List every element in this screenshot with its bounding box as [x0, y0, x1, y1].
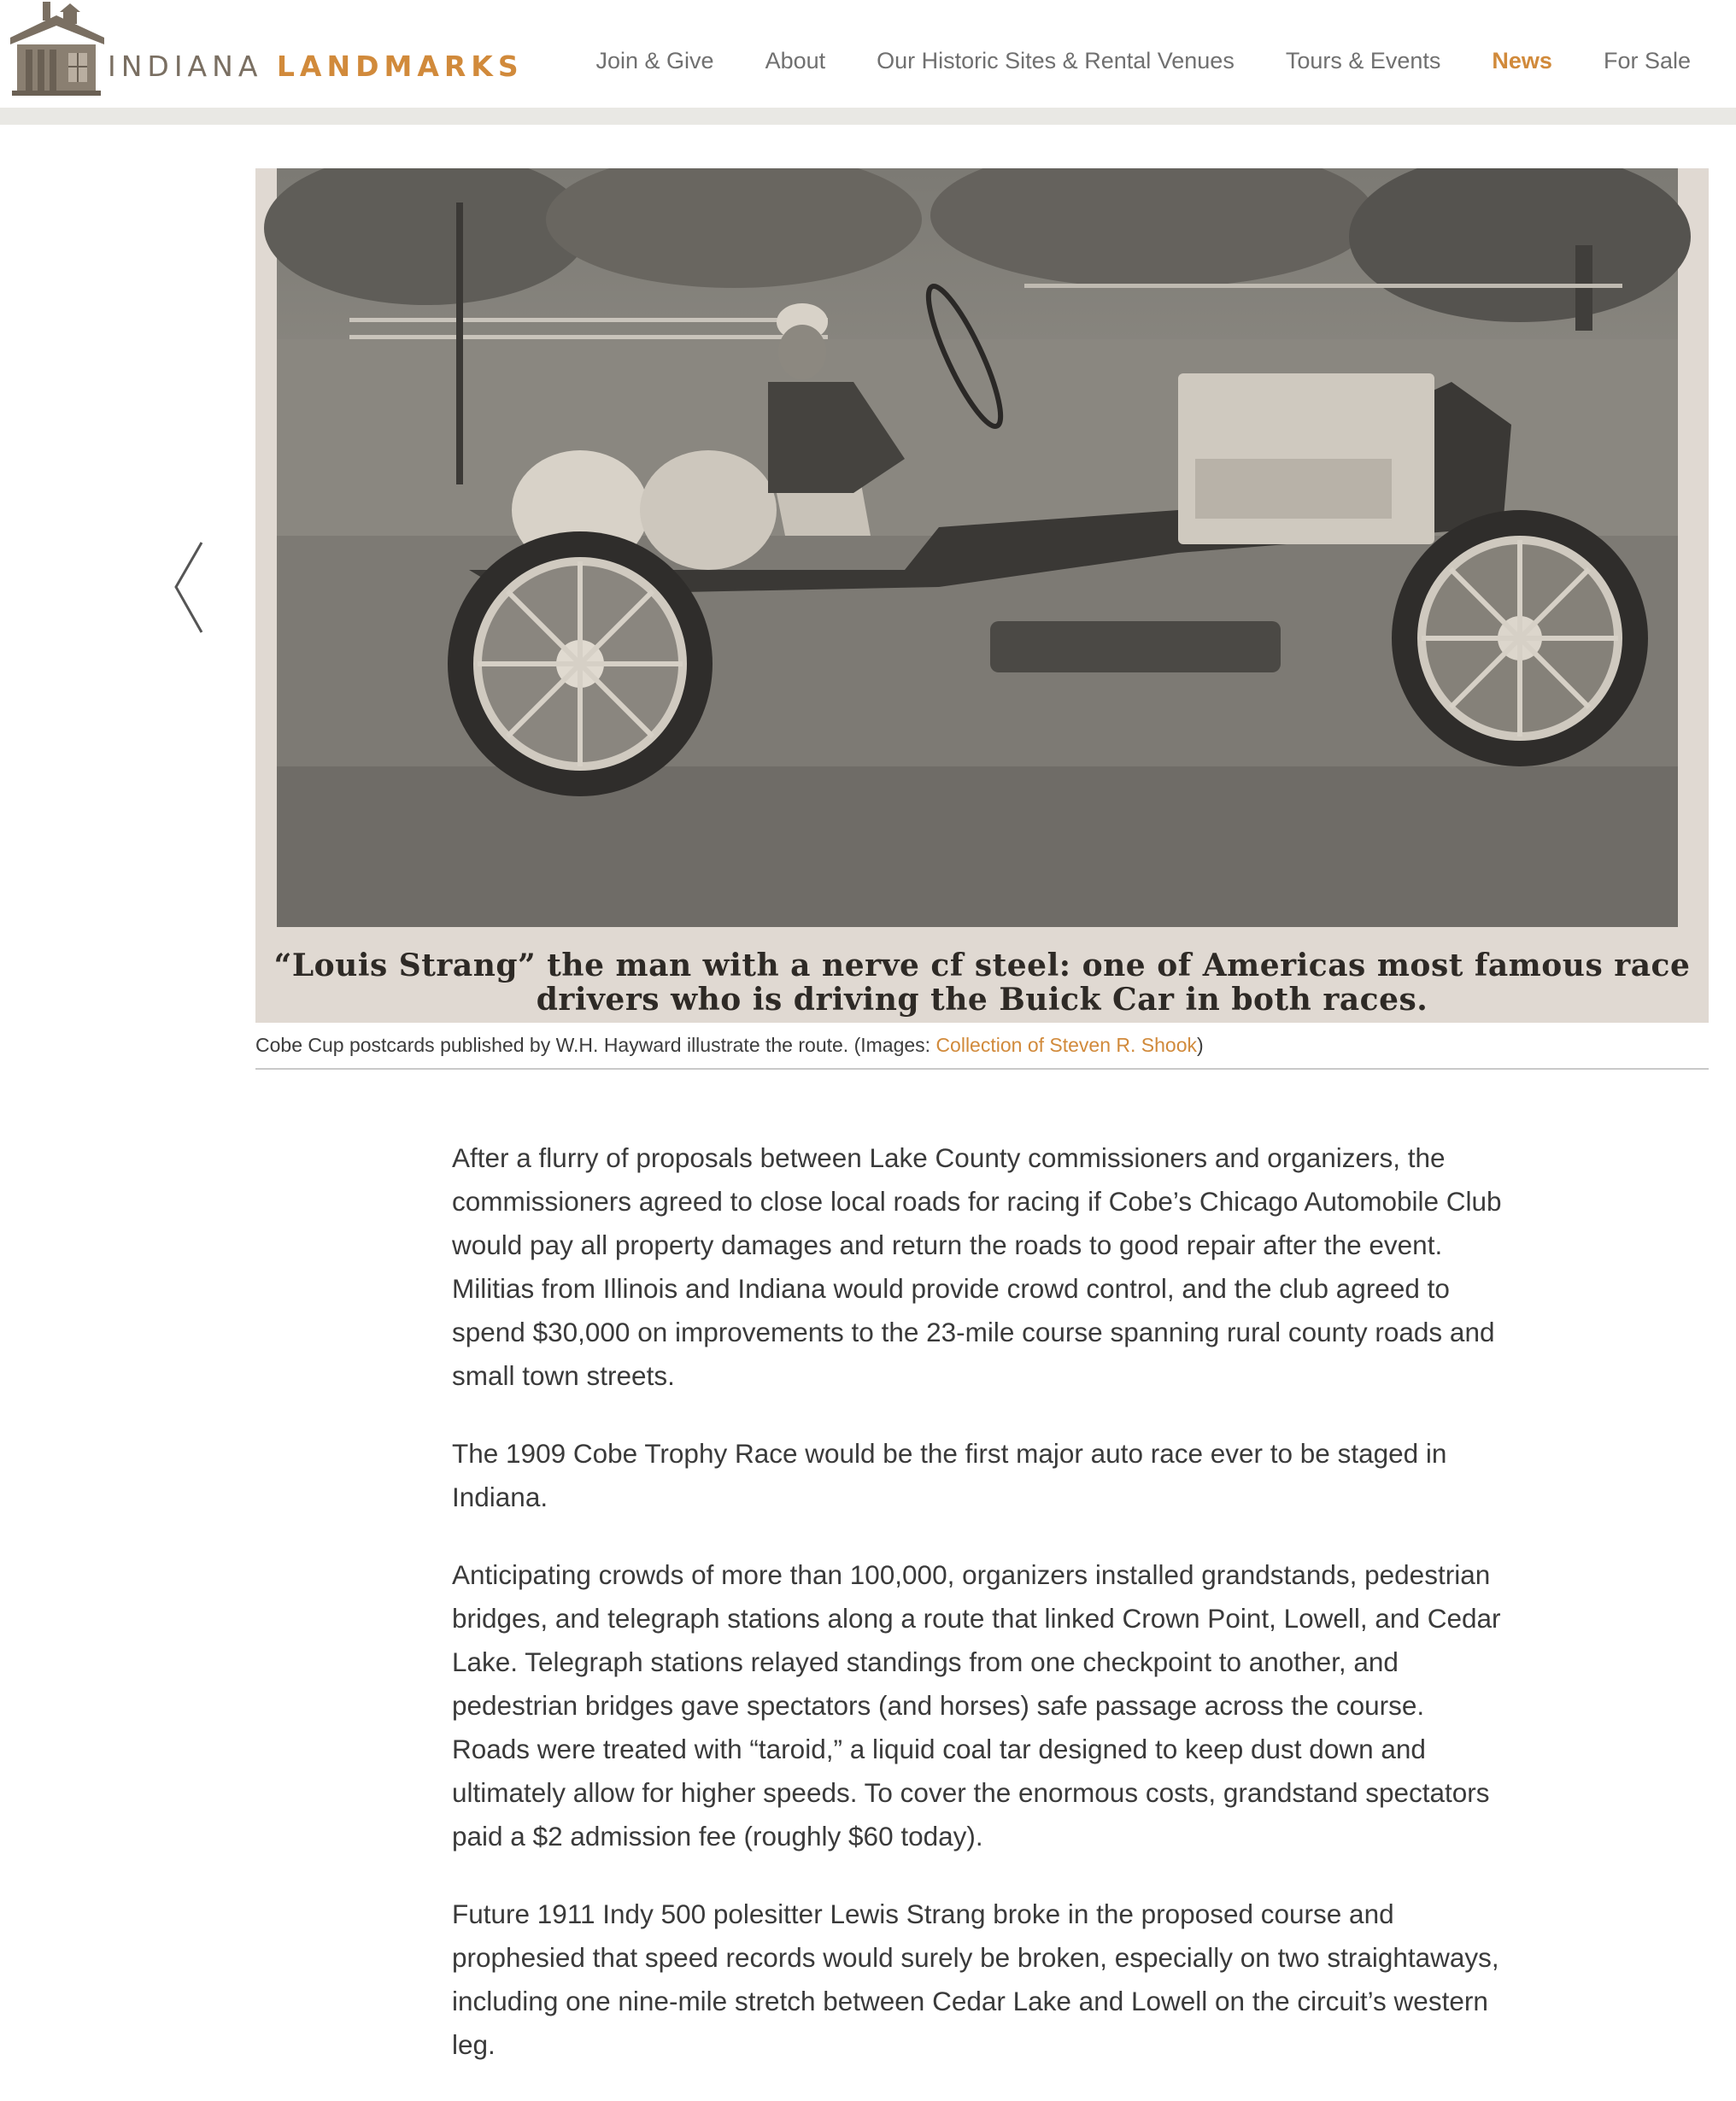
logo-word-indiana: INDIANA [108, 50, 263, 83]
caption-credit-link[interactable]: Collection of Steven R. Shook [935, 1034, 1197, 1056]
article-paragraph: The 1909 Cobe Trophy Race would be the first major auto race ever to be staged in Indiana. [452, 1438, 1447, 1512]
postcard-image [255, 168, 1709, 1023]
main-nav [596, 48, 1691, 74]
site-logo[interactable] [9, 0, 524, 98]
chevron-left-icon[interactable] [167, 538, 210, 637]
article-body [452, 1136, 1503, 2101]
nav-for-sale[interactable]: For Sale [1603, 48, 1691, 73]
landmark-house-icon [9, 0, 104, 96]
postcard-caption-line-2: drivers who is driving the Buick Car in both races. [536, 982, 1428, 1018]
nav-historic-sites[interactable]: Our Historic Sites & Rental Venues [877, 48, 1235, 73]
caption-suffix: ) [1197, 1034, 1204, 1056]
postcard-caption-line-1: “Louis Strang” the man with a nerve cf steel: one of Americas most famous race [273, 948, 1691, 983]
nav-news[interactable]: News [1492, 48, 1552, 73]
caption-divider [255, 1068, 1709, 1070]
nav-about[interactable]: About [765, 48, 826, 73]
caption-text: Cobe Cup postcards published by W.H. Hayward illustrate the route. (Images: [255, 1034, 936, 1056]
logo-word-landmarks: LANDMARKS [276, 50, 524, 83]
logo-wordmark [108, 50, 524, 83]
image-caption [255, 1034, 1709, 1057]
header-divider-band [0, 108, 1736, 125]
nav-join-give[interactable]: Join & Give [595, 48, 714, 73]
nav-tours-events[interactable]: Tours & Events [1285, 48, 1441, 73]
article-paragraph: After a flurry of proposals between Lake County commissioners and organizers, the commissioners agreed to close local roads for racing if Cobe’s Chicago Automobile Club would pay all property damages and return the roads to good repair after the event. Militias from Illinois and Indiana would provide crowd control, and the club agreed to spend $30,000 on improvements to the 23-mile course spanning rural county roads and small town streets. [452, 1142, 1502, 1391]
article-paragraph: Future 1911 Indy 500 polesitter Lewis Strang broke in the proposed course and prophesied that speed records would surely be broken, especially on two straightaways, including one nine-mile stretch between Cedar Lake and Lowell on the circuit’s western leg. [452, 1899, 1499, 2060]
article-paragraph: Anticipating crowds of more than 100,000, organizers installed grandstands, pedestrian bridges, and telegraph stations along a route that linked Crown Point, Lowell, and Cedar Lake. Telegraph stations relayed standings from one checkpoint to another, and pedestrian bridges gave spectators (and horses) safe passage across the course. Roads were treated with “taroid,” a liquid coal tar designed to keep dust down and ultimately allow for higher speeds. To cover the enormous costs, grandstand spectators paid a $2 admission fee (roughly $60 today). [452, 1559, 1501, 1852]
site-header [0, 0, 1736, 108]
image-slider [255, 168, 1709, 1023]
